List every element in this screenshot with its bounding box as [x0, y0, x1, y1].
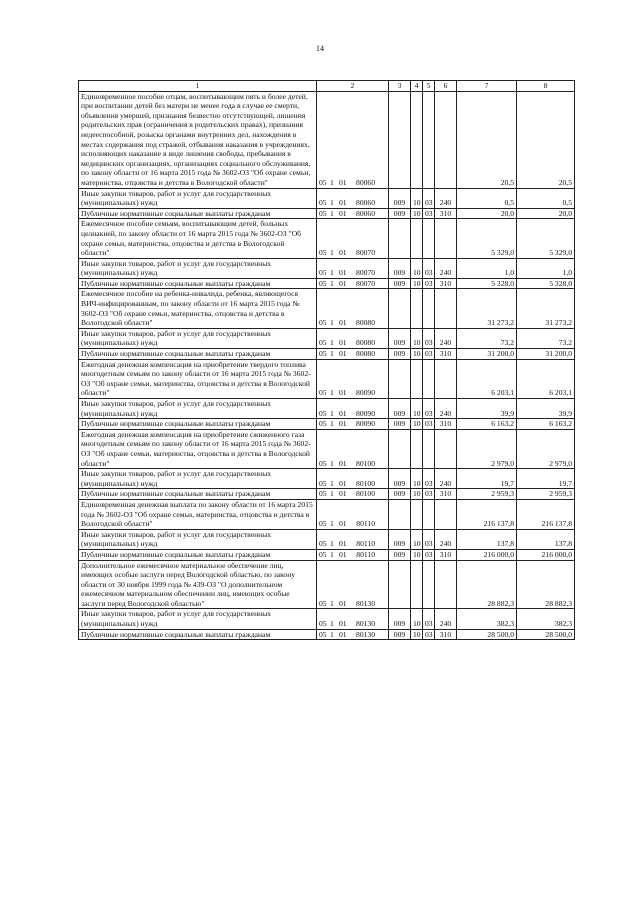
row-grbs	[389, 91, 411, 188]
row-amount-2: 5 328,0	[517, 278, 575, 289]
row-target-code	[317, 219, 389, 258]
header-cell: 6	[435, 81, 457, 92]
row-amount-1: 73,2	[457, 328, 517, 348]
row-amount-1: 31 200,0	[457, 349, 517, 360]
code-part: 05	[319, 478, 327, 488]
row-target-code	[317, 188, 389, 208]
row-subsection: 03	[423, 349, 435, 360]
header-cell: 5	[423, 81, 435, 92]
table-row	[79, 560, 575, 609]
row-target-code	[317, 529, 389, 549]
code-part: 01	[339, 629, 347, 639]
row-target-code	[317, 560, 389, 609]
row-amount-1: 1,0	[457, 258, 517, 278]
code-part: 80070	[356, 248, 375, 258]
header-cell: 4	[411, 81, 423, 92]
row-subsection: 03	[423, 419, 435, 430]
row-amount-2: 0,5	[517, 188, 575, 208]
table-row	[79, 399, 575, 419]
row-amount-2: 2 979,0	[517, 429, 575, 468]
code-part: 1	[330, 177, 334, 187]
page-number: 14	[316, 44, 324, 53]
row-amount-2: 137,8	[517, 529, 575, 549]
table-row	[79, 278, 575, 289]
row-section: 10	[411, 399, 423, 419]
code-part: 05	[319, 349, 327, 359]
row-section: 10	[411, 529, 423, 549]
row-amount-1: 28 882,3	[457, 560, 517, 609]
row-expense-type	[435, 429, 457, 468]
code-part: 80060	[356, 177, 375, 187]
row-amount-2: 28 882,3	[517, 560, 575, 609]
row-section: 10	[411, 469, 423, 489]
row-subsection: 03	[423, 399, 435, 419]
row-name: Публичные нормативные социальные выплаты гражданам	[79, 629, 317, 640]
row-target-code	[317, 349, 389, 360]
row-name: Ежегодная денежная компенсация на приобретение сжиженного газа многодетным семьям по закону области от 16 марта 2015 года № 3602-ОЗ "Об охране семьи, материнства, отцовства и детства в Вологодской области"	[79, 429, 317, 468]
row-section: 10	[411, 278, 423, 289]
code-part: 01	[339, 338, 347, 348]
code-part: 1	[330, 489, 334, 499]
code-part: 1	[330, 539, 334, 549]
row-amount-1: 0,5	[457, 188, 517, 208]
row-amount-1: 2 979,0	[457, 429, 517, 468]
row-name: Ежемесячное пособие на ребенка-инвалида, ребенка, являющегося ВИЧ-инфицированным, по закону области от 16 марта 2015 года № 3602-ОЗ "Об охране семьи, материнства, отцовства и детства в Вологодской области"	[79, 289, 317, 328]
row-target-code	[317, 359, 389, 398]
row-amount-2: 216 137,8	[517, 499, 575, 529]
code-part: 05	[319, 268, 327, 278]
code-part: 01	[339, 489, 347, 499]
code-part: 05	[319, 458, 327, 468]
row-expense-type	[435, 219, 457, 258]
row-target-code	[317, 429, 389, 468]
code-part: 80090	[356, 419, 375, 429]
row-name: Иные закупки товаров, работ и услуг для государственных (муниципальных) нужд	[79, 469, 317, 489]
row-amount-2: 5 329,0	[517, 219, 575, 258]
code-part: 80110	[356, 539, 375, 549]
row-amount-1: 216 000,0	[457, 549, 517, 560]
row-amount-1: 382,3	[457, 609, 517, 629]
row-grbs	[389, 289, 411, 328]
row-grbs	[389, 560, 411, 609]
code-part: 01	[339, 478, 347, 488]
row-amount-2: 216 000,0	[517, 549, 575, 560]
code-part: 01	[339, 248, 347, 258]
row-grbs: 009	[389, 399, 411, 419]
code-part: 01	[339, 619, 347, 629]
table-row	[79, 499, 575, 529]
code-part: 80090	[356, 388, 375, 398]
row-expense-type: 310	[435, 489, 457, 500]
row-name: Дополнительное ежемесячное материальное обеспечение лиц, имеющих особые заслуги перед Вологодской областью, по закону области от 30 ноября 1999 года № 439-ОЗ "О дополнительном ежемесячном материальном обеспечении лиц, имеющих особые заслуги перед Вологодской областью"	[79, 560, 317, 609]
row-target-code	[317, 549, 389, 560]
row-section: 10	[411, 208, 423, 219]
row-subsection: 03	[423, 549, 435, 560]
row-name: Иные закупки товаров, работ и услуг для государственных (муниципальных) нужд	[79, 399, 317, 419]
table-row	[79, 429, 575, 468]
code-part: 1	[330, 278, 334, 288]
code-part: 1	[330, 388, 334, 398]
row-target-code	[317, 399, 389, 419]
table-row	[79, 489, 575, 500]
row-expense-type: 240	[435, 529, 457, 549]
row-expense-type	[435, 560, 457, 609]
code-part: 05	[319, 419, 327, 429]
row-subsection	[423, 289, 435, 328]
row-amount-1: 28 500,0	[457, 629, 517, 640]
code-part: 01	[339, 598, 347, 608]
row-grbs: 009	[389, 258, 411, 278]
table-row	[79, 219, 575, 258]
row-subsection: 03	[423, 529, 435, 549]
code-part: 05	[319, 519, 327, 529]
row-target-code	[317, 289, 389, 328]
code-part: 1	[330, 198, 334, 208]
row-amount-2: 6 163,2	[517, 419, 575, 430]
row-subsection: 03	[423, 469, 435, 489]
row-expense-type	[435, 91, 457, 188]
code-part: 80100	[356, 458, 375, 468]
row-target-code	[317, 609, 389, 629]
table-row	[79, 208, 575, 219]
table-row	[79, 188, 575, 208]
code-part: 80130	[356, 619, 375, 629]
row-subsection: 03	[423, 258, 435, 278]
code-part: 01	[339, 539, 347, 549]
row-amount-1: 6 203,1	[457, 359, 517, 398]
row-name: Единовременное пособие отцам, воспитывающим пять и более детей, при воспитании детей без матери не менее года в случае ее смерти, объявления умершей, признания безвестно отсутствующей, лишения родительских прав (ограничения в родительских правах), признания недееспособной, розыска органами внутренних дел, нахождения в местах содержания под стражей, отбывания наказания в учреждениях, исполняющих наказание в виде лишения свободы, пребывания в медицинских организациях, организациях социального обслуживания, по закону области от 16 марта 2015 года № 3602-ОЗ "Об охране семьи, материнства, отцовства и детства в Вологодской области"	[79, 91, 317, 188]
row-amount-1: 5 328,0	[457, 278, 517, 289]
row-expense-type	[435, 359, 457, 398]
row-expense-type: 240	[435, 188, 457, 208]
header-cell: 8	[517, 81, 575, 92]
row-grbs: 009	[389, 489, 411, 500]
row-amount-1: 137,8	[457, 529, 517, 549]
row-name: Иные закупки товаров, работ и услуг для государственных (муниципальных) нужд	[79, 258, 317, 278]
code-part: 80110	[356, 549, 375, 559]
row-section	[411, 359, 423, 398]
row-expense-type	[435, 499, 457, 529]
table-row	[79, 609, 575, 629]
code-part: 80100	[356, 489, 375, 499]
code-part: 80110	[356, 519, 375, 529]
row-section: 10	[411, 489, 423, 500]
row-amount-2: 2 959,3	[517, 489, 575, 500]
row-subsection	[423, 560, 435, 609]
code-part: 05	[319, 338, 327, 348]
row-expense-type: 240	[435, 328, 457, 348]
row-name: Иные закупки товаров, работ и услуг для государственных (муниципальных) нужд	[79, 609, 317, 629]
code-part: 1	[330, 349, 334, 359]
row-section: 10	[411, 629, 423, 640]
row-subsection	[423, 219, 435, 258]
row-grbs	[389, 499, 411, 529]
row-name: Публичные нормативные социальные выплаты гражданам	[79, 419, 317, 430]
row-amount-1: 20,0	[457, 208, 517, 219]
row-subsection: 03	[423, 188, 435, 208]
row-subsection: 03	[423, 629, 435, 640]
code-part: 05	[319, 278, 327, 288]
row-grbs: 009	[389, 469, 411, 489]
row-amount-2: 382,3	[517, 609, 575, 629]
row-grbs: 009	[389, 609, 411, 629]
row-grbs: 009	[389, 328, 411, 348]
row-name: Иные закупки товаров, работ и услуг для государственных (муниципальных) нужд	[79, 529, 317, 549]
row-target-code	[317, 258, 389, 278]
code-part: 1	[330, 619, 334, 629]
code-part: 80090	[356, 408, 375, 418]
row-subsection: 03	[423, 278, 435, 289]
row-grbs: 009	[389, 349, 411, 360]
row-amount-1: 5 329,0	[457, 219, 517, 258]
code-part: 80060	[356, 198, 375, 208]
code-part: 1	[330, 338, 334, 348]
code-part: 1	[330, 248, 334, 258]
code-part: 80070	[356, 278, 375, 288]
row-grbs: 009	[389, 629, 411, 640]
row-target-code	[317, 208, 389, 219]
code-part: 1	[330, 519, 334, 529]
table-row	[79, 289, 575, 328]
row-subsection	[423, 359, 435, 398]
code-part: 01	[339, 388, 347, 398]
header-cell: 1	[79, 81, 317, 92]
row-amount-1: 216 137,8	[457, 499, 517, 529]
row-expense-type: 310	[435, 549, 457, 560]
header-cell: 3	[389, 81, 411, 92]
table-header-row	[79, 81, 575, 92]
code-part: 05	[319, 177, 327, 187]
code-part: 80100	[356, 478, 375, 488]
code-part: 05	[319, 549, 327, 559]
code-part: 05	[319, 388, 327, 398]
row-name: Публичные нормативные социальные выплаты гражданам	[79, 278, 317, 289]
row-expense-type: 310	[435, 278, 457, 289]
table-row	[79, 629, 575, 640]
code-part: 01	[339, 177, 347, 187]
code-part: 1	[330, 458, 334, 468]
code-part: 1	[330, 549, 334, 559]
header-cell: 7	[457, 81, 517, 92]
row-section	[411, 429, 423, 468]
table-row	[79, 549, 575, 560]
row-target-code	[317, 91, 389, 188]
row-grbs: 009	[389, 419, 411, 430]
budget-table	[78, 80, 575, 640]
table-row	[79, 469, 575, 489]
row-amount-2: 19,7	[517, 469, 575, 489]
row-target-code	[317, 629, 389, 640]
row-grbs	[389, 429, 411, 468]
row-expense-type: 310	[435, 208, 457, 219]
row-subsection	[423, 91, 435, 188]
row-amount-2: 31 273,2	[517, 289, 575, 328]
row-expense-type: 310	[435, 629, 457, 640]
row-subsection: 03	[423, 328, 435, 348]
row-grbs: 009	[389, 188, 411, 208]
row-section: 10	[411, 328, 423, 348]
row-grbs: 009	[389, 549, 411, 560]
row-name: Публичные нормативные социальные выплаты гражданам	[79, 549, 317, 560]
row-subsection	[423, 499, 435, 529]
code-part: 80060	[356, 208, 375, 218]
row-amount-1: 6 163,2	[457, 419, 517, 430]
code-part: 1	[330, 598, 334, 608]
row-section: 10	[411, 549, 423, 560]
row-expense-type: 310	[435, 349, 457, 360]
row-amount-2: 39,9	[517, 399, 575, 419]
row-amount-1: 19,7	[457, 469, 517, 489]
code-part: 1	[330, 208, 334, 218]
code-part: 05	[319, 539, 327, 549]
row-amount-2: 20,0	[517, 208, 575, 219]
code-part: 05	[319, 318, 327, 328]
code-part: 1	[330, 268, 334, 278]
code-part: 05	[319, 208, 327, 218]
row-subsection: 03	[423, 609, 435, 629]
row-grbs: 009	[389, 529, 411, 549]
table-row	[79, 258, 575, 278]
row-amount-2: 28 500,0	[517, 629, 575, 640]
row-section: 10	[411, 349, 423, 360]
row-target-code	[317, 328, 389, 348]
row-target-code	[317, 469, 389, 489]
code-part: 01	[339, 278, 347, 288]
code-part: 1	[330, 629, 334, 639]
row-amount-2: 6 203,1	[517, 359, 575, 398]
row-grbs: 009	[389, 208, 411, 219]
row-amount-2: 20,5	[517, 91, 575, 188]
row-subsection: 03	[423, 489, 435, 500]
row-section	[411, 289, 423, 328]
header-cell: 2	[317, 81, 389, 92]
code-part: 01	[339, 208, 347, 218]
row-grbs	[389, 219, 411, 258]
table-body	[79, 91, 575, 640]
row-target-code	[317, 278, 389, 289]
row-section: 10	[411, 258, 423, 278]
row-section: 10	[411, 419, 423, 430]
table-row	[79, 328, 575, 348]
row-amount-2: 73,2	[517, 328, 575, 348]
code-part: 01	[339, 549, 347, 559]
code-part: 05	[319, 489, 327, 499]
table-row	[79, 349, 575, 360]
code-part: 01	[339, 519, 347, 529]
row-target-code	[317, 419, 389, 430]
row-expense-type: 240	[435, 469, 457, 489]
code-part: 80080	[356, 349, 375, 359]
row-subsection: 03	[423, 208, 435, 219]
table-row	[79, 91, 575, 188]
table-row	[79, 359, 575, 398]
row-section	[411, 560, 423, 609]
code-part: 01	[339, 198, 347, 208]
row-amount-2: 1,0	[517, 258, 575, 278]
code-part: 01	[339, 458, 347, 468]
row-grbs: 009	[389, 278, 411, 289]
row-name: Публичные нормативные социальные выплаты гражданам	[79, 489, 317, 500]
row-target-code	[317, 499, 389, 529]
code-part: 1	[330, 318, 334, 328]
row-amount-1: 31 273,2	[457, 289, 517, 328]
row-expense-type	[435, 289, 457, 328]
row-name: Публичные нормативные социальные выплаты гражданам	[79, 208, 317, 219]
code-part: 80080	[356, 318, 375, 328]
row-target-code	[317, 489, 389, 500]
row-amount-1: 2 959,3	[457, 489, 517, 500]
code-part: 05	[319, 629, 327, 639]
row-expense-type: 240	[435, 399, 457, 419]
code-part: 80130	[356, 629, 375, 639]
code-part: 80070	[356, 268, 375, 278]
table-row	[79, 419, 575, 430]
code-part: 01	[339, 268, 347, 278]
code-part: 01	[339, 408, 347, 418]
code-part: 01	[339, 419, 347, 429]
code-part: 1	[330, 408, 334, 418]
row-expense-type: 240	[435, 258, 457, 278]
row-name: Единовременная денежная выплата по закону области от 16 марта 2015 года № 3602-ОЗ "Об охране семьи, материнства, отцовства и детства в Вологодской области"	[79, 499, 317, 529]
row-subsection	[423, 429, 435, 468]
row-expense-type: 240	[435, 609, 457, 629]
code-part: 01	[339, 349, 347, 359]
row-section	[411, 499, 423, 529]
code-part: 05	[319, 248, 327, 258]
row-section	[411, 91, 423, 188]
row-amount-1: 20,5	[457, 91, 517, 188]
row-amount-1: 39,9	[457, 399, 517, 419]
row-name: Иные закупки товаров, работ и услуг для государственных (муниципальных) нужд	[79, 188, 317, 208]
code-part: 01	[339, 318, 347, 328]
code-part: 80130	[356, 598, 375, 608]
code-part: 05	[319, 408, 327, 418]
row-section	[411, 219, 423, 258]
code-part: 05	[319, 198, 327, 208]
row-name: Ежегодная денежная компенсация на приобретение твердого топлива многодетным семьям по закону области от 16 марта 2015 года № 3602-ОЗ "Об охране семьи, материнства, отцовства и детства в Вологодской области"	[79, 359, 317, 398]
table-row	[79, 529, 575, 549]
row-expense-type: 310	[435, 419, 457, 430]
code-part: 1	[330, 478, 334, 488]
code-part: 05	[319, 619, 327, 629]
code-part: 05	[319, 598, 327, 608]
row-section: 10	[411, 609, 423, 629]
code-part: 80080	[356, 338, 375, 348]
row-amount-2: 31 200,0	[517, 349, 575, 360]
row-section: 10	[411, 188, 423, 208]
row-name: Публичные нормативные социальные выплаты гражданам	[79, 349, 317, 360]
row-name: Ежемесячное пособие семьям, воспитывающим детей, больных целиакией, по закону области от 16 марта 2015 года № 3602-ОЗ "Об охране семьи, материнства, отцовства и детства в Вологодской области"	[79, 219, 317, 258]
row-name: Иные закупки товаров, работ и услуг для государственных (муниципальных) нужд	[79, 328, 317, 348]
code-part: 1	[330, 419, 334, 429]
row-grbs	[389, 359, 411, 398]
